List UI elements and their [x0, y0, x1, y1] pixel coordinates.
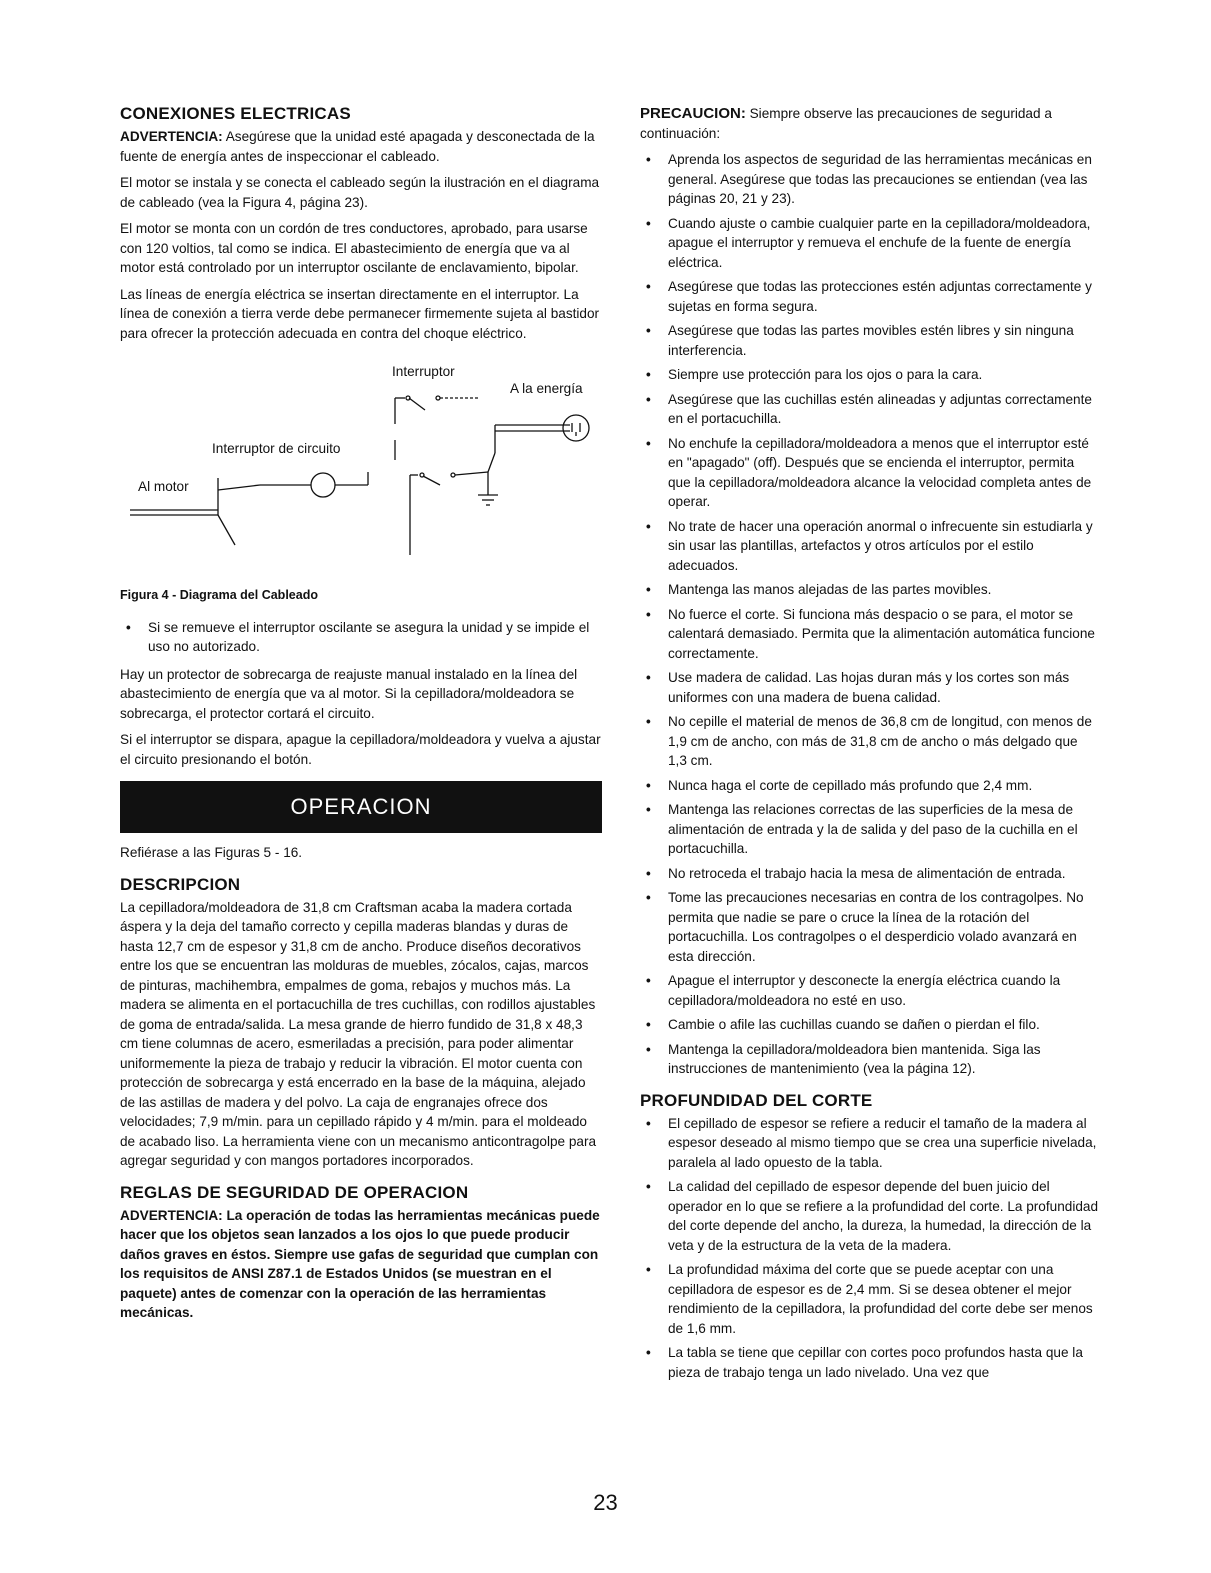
list-item-text: Mantenga la cepilladora/moldeadora bien mantenida. Siga las instrucciones de mantenimiento (vea la página 12).	[668, 1041, 1041, 1076]
list-item-text: Mantenga las relaciones correctas de las superficies de la mesa de alimentación de entrada y la de salida y del paso de la cuchilla en el portacuchilla.	[668, 802, 1078, 856]
bullet-icon: •	[646, 714, 651, 729]
list-item-text: Cambie o afile las cuchillas cuando se dañen o pierdan el filo.	[668, 1017, 1040, 1032]
heading-conexiones: CONEXIONES ELECTRICAS	[120, 104, 351, 123]
list-item	[640, 150, 1100, 209]
list-item	[640, 214, 1100, 273]
left-column	[120, 104, 602, 1330]
precaution-list	[640, 150, 1100, 1079]
list-item-text: La calidad del cepillado de espesor depende del buen juicio del operador en lo que se refiere a la profundidad del corte. La profundidad del corte depende del ancho, la dureza, la humedad, la dirección de la veta y de la estructura de la veta de la madera.	[668, 1179, 1099, 1253]
list-item-text: La tabla se tiene que cepillar con cortes poco profundos hasta que la pieza de trabajo tenga un lado nivelado. Una vez que	[668, 1345, 1083, 1380]
bullet-icon: •	[646, 802, 651, 817]
list-item	[640, 776, 1100, 796]
bullet-icon: •	[646, 1179, 651, 1194]
bullet-icon: •	[646, 1345, 651, 1360]
bullet-icon: •	[126, 619, 131, 635]
list-item-text: No fuerce el corte. Si funciona más despacio o se para, el motor se calentará demasiado. Permita que la alimentación automática funcione correctamente.	[668, 606, 1095, 661]
bullet-icon: •	[646, 367, 651, 382]
list-item	[640, 712, 1100, 771]
bullet-icon: •	[646, 1017, 651, 1032]
list-item-text: No trate de hacer una operación anormal o infrecuente sin estudiarla y sin usar las plantillas, artefactos y otros artículos por el estilo adecuados.	[668, 518, 1093, 573]
list-item	[640, 668, 1100, 707]
bullet-icon: •	[646, 518, 651, 534]
list-item-text: No retroceda el trabajo hacia la mesa de alimentación de entrada.	[668, 865, 1066, 881]
depth-list	[640, 1114, 1100, 1383]
bullet-icon: •	[646, 279, 651, 294]
figure-caption: Figura 4 - Diagrama del Cableado	[120, 588, 318, 602]
bullet-icon: •	[646, 323, 651, 338]
right-column	[640, 104, 1100, 1390]
list-item	[640, 321, 1100, 360]
paragraph: Hay un protector de sobrecarga de reajuste manual instalado en la línea del abastecimiento de energía que va al motor. Si la cepilladora/moldeadora se sobrecarga, el protector cortará el circuito.	[120, 666, 578, 721]
figure-label-motor: Al motor	[138, 479, 189, 494]
page-number: 23	[593, 1490, 618, 1515]
bullet-icon: •	[646, 1041, 651, 1057]
figure-label-energia: A la energía	[510, 381, 583, 396]
list-item-text: Siempre use protección para los ojos o para la cara.	[668, 367, 983, 382]
list-item	[640, 434, 1100, 512]
bullet-icon: •	[646, 890, 651, 905]
list-item	[640, 1040, 1100, 1079]
paragraph: El motor se monta con un cordón de tres conductores, aprobado, para usarse con 120 voltios, tal como se indica. El abastecimiento de energía que va al motor está controlado por un interruptor oscilante de enclavamiento, bipolar.	[120, 221, 588, 275]
list-item	[640, 277, 1100, 316]
warning-paragraph	[120, 1206, 602, 1323]
precaution-label: PRECAUCION:	[640, 105, 746, 122]
paragraph: Las líneas de energía eléctrica se insertan directamente en el interruptor. La línea de conexión a tierra verde debe permanecer firmemente sujeta al bastidor para ofrecer la protección adecuada en contra del choque eléctrico.	[120, 286, 600, 341]
list-item	[640, 888, 1100, 966]
list-item	[640, 800, 1100, 859]
bullet-icon: •	[646, 435, 651, 451]
figure-label-interruptor: Interruptor	[392, 364, 455, 379]
list-item	[640, 1015, 1100, 1035]
warning-paragraph	[120, 127, 602, 166]
paragraph: Si el interruptor se dispara, apague la cepilladora/moldeadora y vuelva a ajustar el circuito presionando el botón.	[120, 732, 601, 767]
list-item	[640, 1343, 1100, 1382]
bullet-icon: •	[646, 777, 651, 793]
list-item	[640, 1114, 1100, 1173]
precaution-paragraph	[640, 104, 1100, 143]
list-item	[120, 618, 602, 657]
bullet-icon: •	[646, 865, 651, 881]
section-banner: OPERACION	[120, 781, 602, 833]
warning-text: La operación de todas las herramientas mecánicas puede hacer que los objetos sean lanzados a los ojos lo que puede producir daños graves en éstos. Siempre use gafas de seguridad que cumplan con los requisitos de ANSI Z87.1 de Estados Unidos (se muestran en el paquete) antes de comenzar con la operación de las herramientas mecánicas.	[120, 1207, 600, 1320]
list-item-text: No enchufe la cepilladora/moldeadora a menos que el interruptor esté en "apagado" (off). Después que se encienda el interruptor, permita que la cepilladora/moldeadora alcance la velocidad completa antes de operar.	[668, 435, 1092, 509]
heading-descripcion: DESCRIPCION	[120, 874, 241, 894]
warning-label: ADVERTENCIA:	[120, 1207, 223, 1223]
list-item	[640, 365, 1100, 385]
wiring-diagram	[120, 350, 602, 580]
bullet-icon: •	[646, 152, 651, 167]
bullet-icon: •	[646, 606, 651, 622]
list-item	[640, 605, 1100, 664]
list-item-text: Tome las precauciones necesarias en contra de los contragolpes. No permita que nadie se pare o cruce la línea de la rotación del portacuchilla. Los contragolpes o el desperdicio volado avanzará en esta dirección.	[668, 890, 1084, 964]
list-item	[640, 390, 1100, 429]
paragraph: El motor se instala y se conecta el cableado según la ilustración en el diagrama de cableado (vea la Figura 4, página 23).	[120, 175, 600, 210]
list-item-text: Aprenda los aspectos de seguridad de las herramientas mecánicas en general. Asegúrese que todas las precauciones se entiendan (vea las páginas 20, 21 y 23).	[668, 152, 1092, 206]
figure-label-circuito: Interruptor de circuito	[212, 441, 341, 456]
warning-text: Asegúrese que la unidad esté apagada y desconectada de la fuente de energía antes de inspeccionar el cableado.	[120, 129, 595, 164]
bullet-icon: •	[646, 1262, 651, 1277]
list-item	[640, 1177, 1100, 1255]
list-item-text: Si se remueve el interruptor oscilante se asegura la unidad y se impide el uso no autorizado.	[148, 619, 590, 654]
list-item-text: La profundidad máxima del corte que se puede aceptar con una cepilladora de espesor es de 2,4 mm. Si se desea obtener el mejor rendimiento de la cepilladora, la profundidad del corte debe ser menos de 1,6 mm.	[668, 1262, 1093, 1336]
bullet-list	[120, 618, 602, 657]
bullet-icon: •	[646, 582, 651, 597]
heading-profundidad: PROFUNDIDAD DEL CORTE	[640, 1090, 873, 1110]
list-item-text: El cepillado de espesor se refiere a reducir el tamaño de la madera al espesor deseado al mismo tiempo que se crea una superficie nivelada, paralela al lado opuesto de la tabla.	[668, 1115, 1097, 1170]
list-item	[640, 1260, 1100, 1338]
warning-label: ADVERTENCIA:	[120, 129, 223, 144]
bullet-icon: •	[646, 973, 651, 988]
list-item-text: Asegúrese que las cuchillas estén alineadas y adjuntas correctamente en el portacuchilla.	[668, 391, 1092, 426]
list-item-text: Cuando ajuste o cambie cualquier parte en la cepilladora/moldeadora, apague el interruptor y remueva el enchufe de la fuente de energía eléctrica.	[668, 215, 1091, 270]
refer-text: Refiérase a las Figuras 5 - 16.	[120, 845, 303, 860]
paragraph: La cepilladora/moldeadora de 31,8 cm Craftsman acaba la madera cortada áspera y la deja del tamaño correcto y cepilla maderas blandas y duras de hasta 12,7 cm de espesor y 31,8 cm de ancho. Produce diseños decorativos entre los que se encuentran las molduras de muebles, zócalos, cajas, marcos de pinturas, machihembra, empalmes de goma, rebajos y muchos más. La madera se alimenta en el portacuchilla de tres cuchillas, con rodillos ajustables de goma de entrada/salida. La mesa grande de hierro fundido de 31,8 x 48,3 cm tiene columnas de acero, esmeriladas a precisión, para poder alimentar uniformemente la pieza de trabajo y reducir la vibración. El motor cuenta con protección de sobrecarga y está encerrado en la base de la máquina, alejado de las astillas de madera y del polvo. La caja de engranajes ofrece dos velocidades; 7,9 m/min. para un cepillado rápido y 4 m/min. para el moldeado de acabado liso. La herramienta viene con un mecanismo anticontragolpe para agregar seguridad y con mangos portadores incorporados.	[120, 899, 597, 1168]
list-item-text: Nunca haga el corte de cepillado más profundo que 2,4 mm.	[668, 777, 1033, 793]
list-item-text: No cepille el material de menos de 36,8 cm de longitud, con menos de 1,9 cm de ancho, con más de 31,8 cm de ancho o más delgado que 1,3 cm.	[668, 714, 1092, 768]
list-item	[640, 864, 1100, 884]
bullet-icon: •	[646, 670, 651, 685]
list-item	[640, 517, 1100, 576]
list-item	[640, 971, 1100, 1010]
bullet-icon: •	[646, 391, 651, 407]
list-item-text: Use madera de calidad. Las hojas duran más y los cortes son más uniformes con una madera de buena calidad.	[668, 670, 1070, 705]
list-item-text: Mantenga las manos alejadas de las partes movibles.	[668, 582, 992, 597]
list-item-text: Asegúrese que todas las protecciones estén adjuntas correctamente y sujetas en forma segura.	[668, 279, 1092, 314]
list-item-text: Asegúrese que todas las partes movibles estén libres y sin ninguna interferencia.	[668, 323, 1074, 358]
precaution-text: Siempre observe las precauciones de seguridad a continuación:	[640, 106, 1052, 141]
list-item-text: Apague el interruptor y desconecte la energía eléctrica cuando la cepilladora/moldeadora no esté en uso.	[668, 973, 1061, 1008]
bullet-icon: •	[646, 215, 651, 231]
list-item	[640, 580, 1100, 600]
heading-reglas: REGLAS DE SEGURIDAD DE OPERACION	[120, 1182, 469, 1202]
bullet-icon: •	[646, 1115, 651, 1131]
